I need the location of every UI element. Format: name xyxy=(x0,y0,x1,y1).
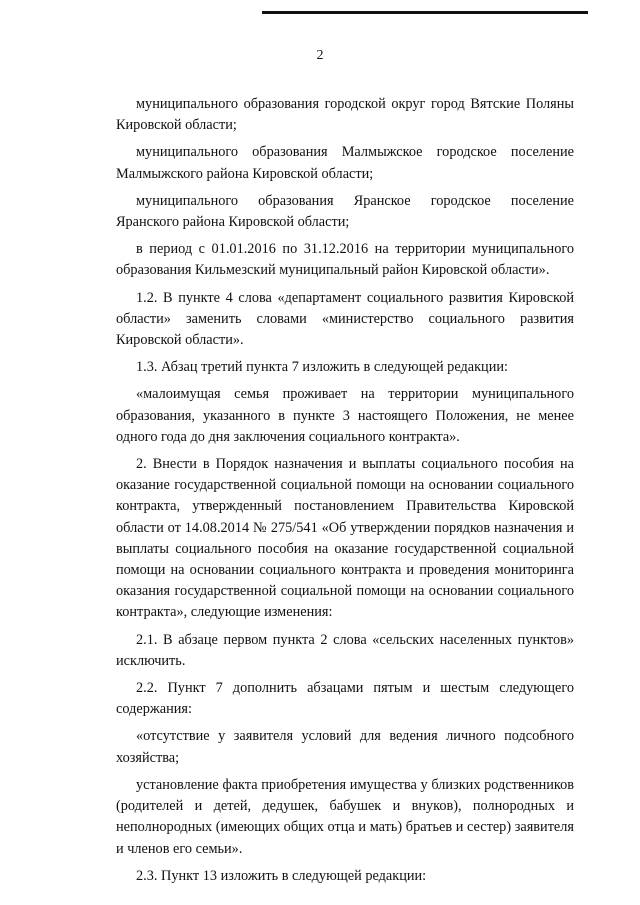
paragraph: 1.3. Абзац третий пункта 7 изложить в следующей редакции: xyxy=(136,359,508,376)
top-rule xyxy=(262,11,588,14)
paragraph: 2.2. Пункт 7 дополнить абзацами пятым и шестым следующего содержания: xyxy=(116,680,574,718)
document-body xyxy=(116,94,574,887)
paragraph: «отсутствие у заявителя условий для ведения личного подсобного хозяйства; xyxy=(116,728,574,766)
paragraph: 2.1. В абзаце первом пункта 2 слова «сельских населенных пунктов» исключить. xyxy=(116,631,574,669)
page-number: 2 xyxy=(316,48,324,63)
paragraph: в период с 01.01.2016 по 31.12.2016 на территории муниципального образования Кильмезский муниципальный район Кировской области». xyxy=(116,241,574,279)
paragraph: установление факта приобретения имущества у близких родственников (родителей и детей, дедушек, бабушек и внуков), полнородных и неполнородных (имеющих общих отца и мать) братьев и сестер) заявителя и членов его семьи». xyxy=(116,776,574,857)
paragraph: 1.2. В пункте 4 слова «департамент социального развития Кировской области» заменить словами «министерство социального развития Кировской области». xyxy=(116,289,574,349)
paragraph: муниципального образования Яранское городское поселение Яранского района Кировской области; xyxy=(116,192,574,231)
paragraph: 2.3. Пункт 13 изложить в следующей редакции: xyxy=(136,867,427,884)
paragraph: муниципального образования городской округ город Вятские Поляны Кировской области; xyxy=(116,96,574,134)
paragraph: муниципального образования Малмыжское городское поселение Малмыжского района Кировской области; xyxy=(116,144,574,182)
paragraph: «малоимущая семья проживает на территории муниципального образования, указанного в пункте 3 настоящего Положения, не менее одного года до дня заключения социального контракта». xyxy=(116,386,574,445)
paragraph: 2. Внести в Порядок назначения и выплаты социального пособия на оказание государственной социальной помощи на основании социального контракта, утвержденный постановлением Правительства Кировской области от 14.08.2014 № 275/541 «Об утверждении порядков назначения и выплаты социального пособия на оказание государственной социальной помощи на основании социального контракта и проведения мониторинга оказания государственной социальной помощи на основании социального контракта», следующие изменения: xyxy=(116,456,574,621)
